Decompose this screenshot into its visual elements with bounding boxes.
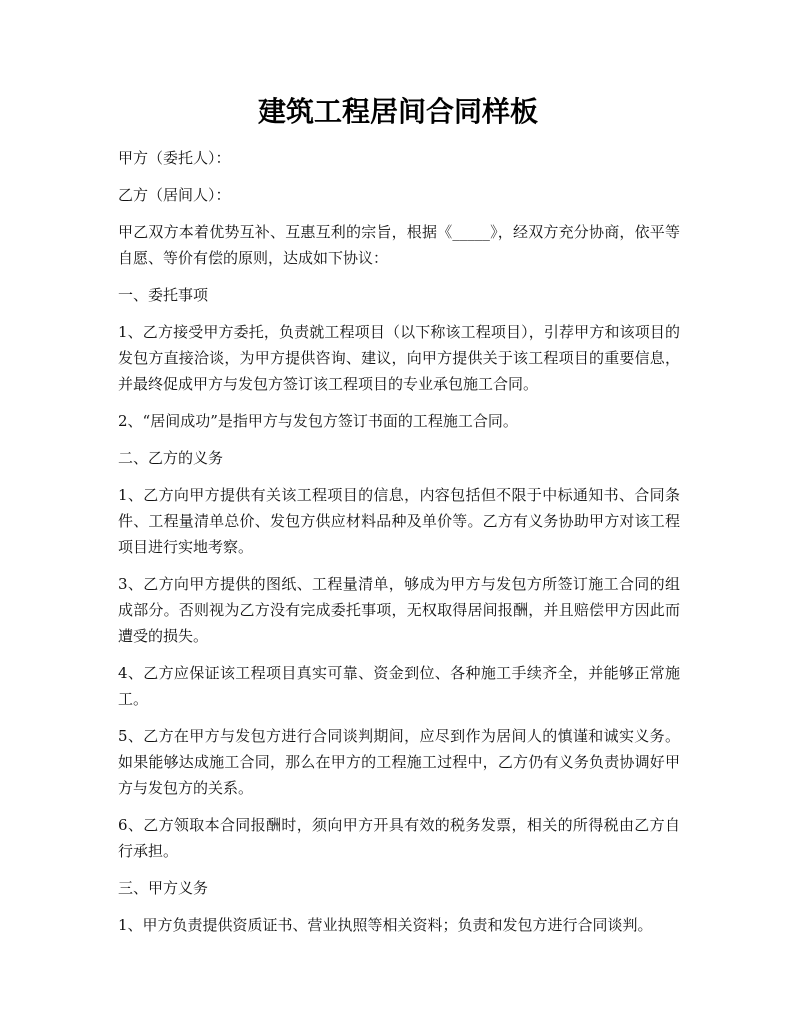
preamble-paragraph: 甲乙双方本着优势互补、互惠互利的宗旨，根据《_____》，经双方充分协商，依平等自愿、等价有偿的原则，达成如下协议： [118, 223, 680, 267]
clause-paragraph: 6、乙方领取本合同报酬时，须向甲方开具有效的税务发票，相关的所得税由乙方自行承担。 [118, 816, 680, 860]
clause-paragraph: 2、“居间成功”是指甲方与发包方签订书面的工程施工合同。 [118, 412, 518, 430]
clause-paragraph: 4、乙方应保证该工程项目真实可靠、资金到位、各种施工手续齐全，并能够正常施工。 [118, 664, 680, 708]
clause-paragraph: 1、甲方负责提供资质证书、营业执照等相关资料；负责和发包方进行合同谈判。 [118, 916, 653, 934]
party-b-line: 乙方（居间人）： [118, 186, 231, 204]
document-title: 建筑工程居间合同样板 [257, 95, 538, 128]
document-body [118, 145, 680, 949]
clause-paragraph: 1、乙方向甲方提供有关该工程项目的信息，内容包括但不限于中标通知书、合同条件、工程量清单总价、发包方供应材料品种及单价等。乙方有义务协助甲方对该工程项目进行实地考察。 [118, 486, 680, 556]
clause-paragraph: 1、乙方接受甲方委托，负责就工程项目（以下称该工程项目），引荐甲方和该项目的发包方直接洽谈，为甲方提供咨询、建议，向甲方提供关于该工程项目的重要信息，并最终促成甲方与发包方签订该工程项目的专业承包施工合同。 [118, 323, 680, 393]
party-a-line: 甲方（委托人）： [118, 149, 231, 167]
section-heading-party-a-obligations: 三、甲方义务 [118, 879, 209, 897]
clause-paragraph: 3、乙方向甲方提供的图纸、工程量清单，够成为甲方与发包方所签订施工合同的组成部分。否则视为乙方没有完成委托事项，无权取得居间报酬，并且赔偿甲方因此而遭受的损失。 [118, 575, 680, 645]
clause-paragraph: 5、乙方在甲方与发包方进行合同谈判期间，应尽到作为居间人的慎谨和诚实义务。如果能够达成施工合同，那么在甲方的工程施工过程中，乙方仍有义务负责协调好甲方与发包方的关系。 [118, 727, 680, 797]
section-heading-entrusted-matters: 一、委托事项 [118, 286, 209, 304]
section-heading-party-b-obligations: 二、乙方的义务 [118, 449, 224, 467]
